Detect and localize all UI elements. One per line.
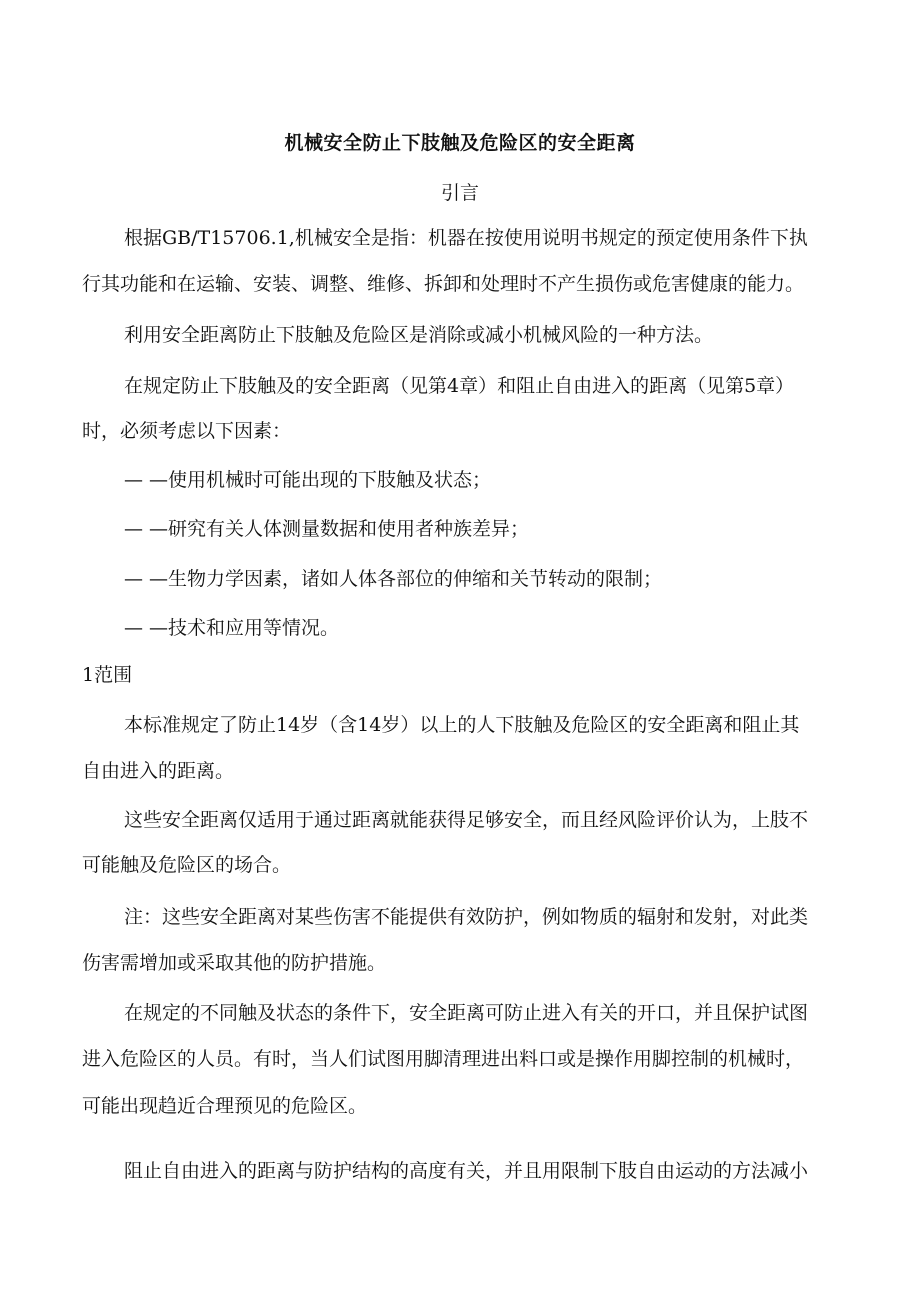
note-line: 注：这些安全距离对某些伤害不能提供有效防护，例如物质的辐射和发射，对此类 (124, 906, 809, 928)
paragraph-line: 阻止自由进入的距离与防护结构的高度有关，并且用限制下肢自由运动的方法减小 (124, 1160, 809, 1182)
paragraph-line: 这些安全距离仅适用于通过距离就能获得足够安全，而且经风险评价认为，上肢不 (124, 809, 809, 831)
paragraph-line: 根据GB/T15706.1,机械安全是指：机器在按使用说明书规定的预定使用条件下执 (124, 227, 808, 249)
paragraph-line: 可能触及危险区的场合。 (82, 854, 292, 876)
section-heading: 1范围 (82, 664, 133, 686)
paragraph-line: 自由进入的距离。 (82, 760, 235, 782)
paragraph-line: 时，必须考虑以下因素： (82, 420, 292, 442)
paragraph-line: 本标准规定了防止14岁（含14岁）以上的人下肢触及危险区的安全距离和阻止其 (124, 714, 800, 736)
list-item: — —生物力学因素，诸如人体各部位的伸缩和关节转动的限制； (124, 568, 663, 590)
list-item: — —技术和应用等情况。 (124, 617, 340, 639)
list-item: — —研究有关人体测量数据和使用者种族差异； (124, 518, 530, 540)
paragraph-line: 利用安全距离防止下肢触及危险区是消除或减小机械风险的一种方法。 (124, 324, 714, 346)
list-item: — —使用机械时可能出现的下肢触及状态； (124, 469, 492, 491)
paragraph-line: 在规定防止下肢触及的安全距离（见第4章）和阻止自由进入的距离（见第5章） (124, 375, 795, 397)
paragraph-line: 进入危险区的人员。有时，当人们试图用脚清理进出料口或是操作用脚控制的机械时， (82, 1048, 805, 1070)
intro-heading: 引言 (440, 182, 479, 204)
paragraph-line: 在规定的不同触及状态的条件下，安全距离可防止进入有关的开口，并且保护试图 (124, 1002, 809, 1024)
document-title: 机械安全防止下肢触及危险区的安全距离 (284, 132, 636, 154)
paragraph-line: 可能出现趋近合理预见的危险区。 (82, 1095, 368, 1117)
note-line: 伤害需增加或采取其他的防护措施。 (82, 952, 387, 974)
paragraph-line: 行其功能和在运输、安装、调整、维修、拆卸和处理时不产生损伤或危害健康的能力。 (82, 273, 805, 295)
